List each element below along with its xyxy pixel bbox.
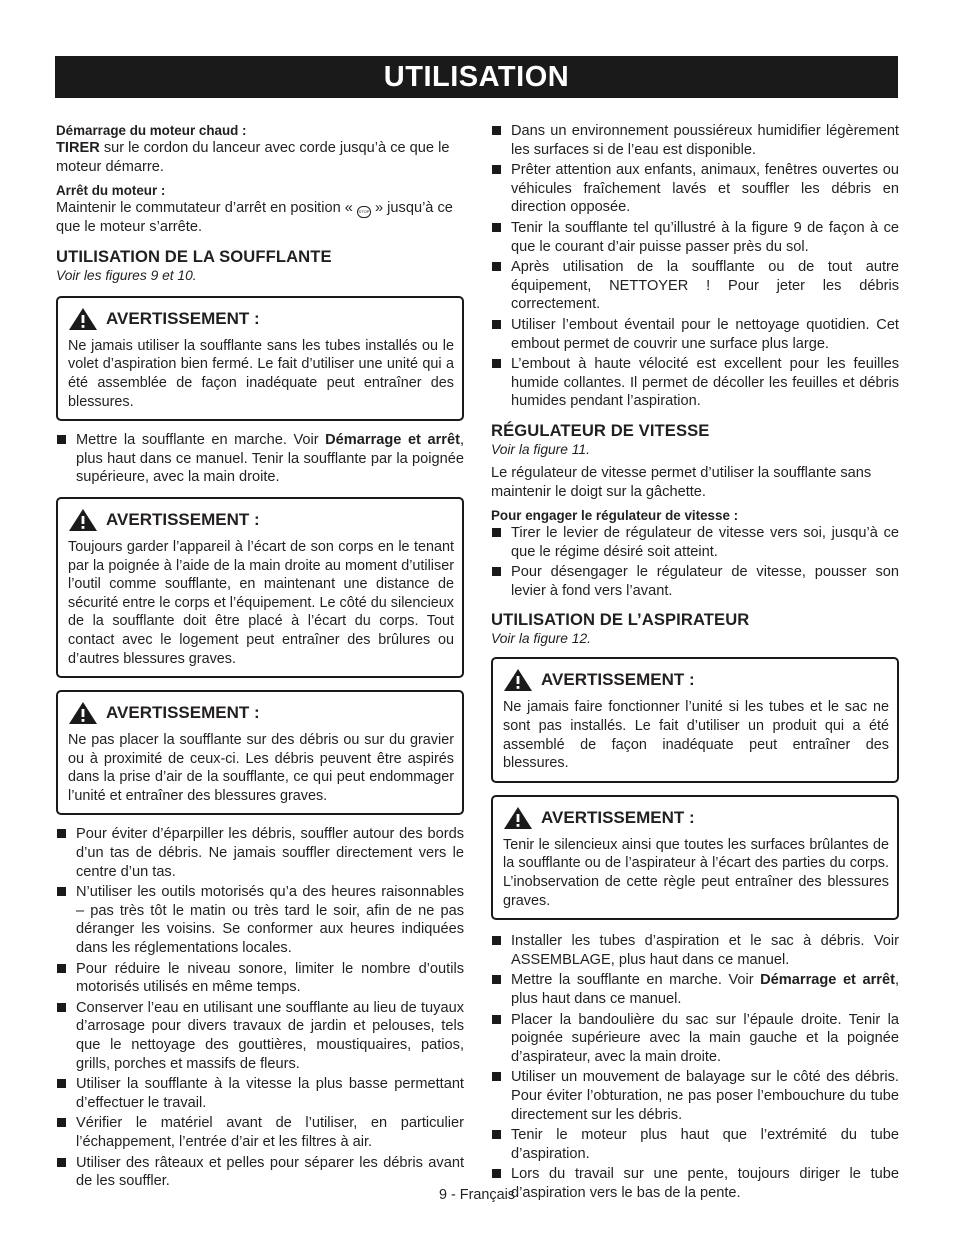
square-bullet-icon xyxy=(492,262,501,271)
bullet-text: Lors du travail sur une pente, toujours diriger le tube d’aspiration vers le bas de la pente. xyxy=(511,1166,899,1201)
square-bullet-icon xyxy=(492,936,501,945)
bullet-text: Pour éviter d’éparpiller les débris, souffler autour des bords d’un tas de débris. Ne jamais souffler directement vers le centre d’un tas. xyxy=(76,826,464,880)
warning-title: AVERTISSEMENT : xyxy=(106,509,260,529)
square-bullet-icon xyxy=(57,1079,66,1088)
stop-paragraph xyxy=(56,199,464,237)
list-item xyxy=(56,999,464,1073)
bullet-text: Utiliser l’embout éventail pour le nettoyage quotidien. Cet embout permet de couvrir une surface plus large. xyxy=(511,316,899,352)
square-bullet-icon xyxy=(57,1118,66,1127)
warning-box-2 xyxy=(56,497,464,678)
hot-start-paragraph xyxy=(56,139,464,176)
bullet-text: Tenir la soufflante tel qu’illustré à la figure 9 de façon à ce que le courant d’air puisse passer près du sol. xyxy=(511,219,899,255)
bullet-text: Utiliser des râteaux et pelles pour séparer les débris avant de les souffler. xyxy=(76,1154,464,1190)
list-item xyxy=(491,161,899,217)
warning-text: Tenir le silencieux ainsi que toutes les surfaces brûlantes de la soufflante ou de l’aspirateur à l’écart des parties du corps. L’inobservation de cette règle peut entraîner des blessures graves. xyxy=(503,836,889,909)
list-item xyxy=(56,883,464,957)
square-bullet-icon xyxy=(57,964,66,973)
square-bullet-icon xyxy=(57,435,66,444)
hot-start-bold: TIRER xyxy=(56,140,100,156)
square-bullet-icon xyxy=(57,1003,66,1012)
warning-box-5 xyxy=(491,795,899,920)
speed-engage-title: Pour engager le régulateur de vitesse : xyxy=(491,508,739,524)
list-item xyxy=(491,1011,899,1067)
list-item xyxy=(491,1126,899,1163)
warning-text: Toujours garder l’appareil à l’écart de son corps en le tenant par la poignée à l’aide de la main droite au moment d’utiliser l’outil comme soufflante, en maintenant une distance de sécurité entre le corps et l’équipement. Le côté du silencieux de la soufflante doit être placé à l’écart du corps. Tout contact avec le logement peut entraîner des brûlures ou d’autres blessures graves. xyxy=(68,538,454,667)
bullet-text: Installer les tubes d’aspiration et le sac à débris. Voir ASSEMBLAGE, plus haut dans ce manuel. xyxy=(511,933,899,968)
speed-text: Le régulateur de vitesse permet d’utiliser la soufflante sans maintenir le doigt sur la gâchette. xyxy=(491,464,872,500)
square-bullet-icon xyxy=(492,1072,501,1081)
list-item xyxy=(56,431,464,487)
hot-start-title: Démarrage du moteur chaud : xyxy=(56,123,247,138)
list-item xyxy=(56,960,464,997)
square-bullet-icon xyxy=(492,1130,501,1139)
stop-title: Arrêt du moteur : xyxy=(56,183,166,199)
bullet-text: , plus haut dans ce manuel. Tenir la soufflante par la poignée supérieure, avec la main droite. xyxy=(76,432,464,486)
bullet-text: Placer la bandoulière du sac sur l’épaule droite. Tenir la poignée supérieure avec la main gauche et la poignée d’aspirateur, avec la main droite. xyxy=(511,1011,899,1065)
page-number: 9 - Français xyxy=(439,1187,515,1203)
list-item xyxy=(56,1114,464,1151)
blower-see: Voir les figures 9 et 10. xyxy=(56,267,197,283)
square-bullet-icon xyxy=(492,165,501,174)
stop-text-b: » jusqu’à ce que le moteur s’arrête. xyxy=(56,200,453,236)
warning-triangle-icon xyxy=(68,508,98,532)
right-column xyxy=(491,122,899,1205)
warning-box-1 xyxy=(56,296,464,421)
bullet-bold: Démarrage et arrêt xyxy=(760,972,895,989)
square-bullet-icon xyxy=(492,126,501,135)
list-item xyxy=(491,219,899,256)
left-column xyxy=(56,122,464,1193)
vacuum-see: Voir la figure 12. xyxy=(491,631,591,647)
bullet-text: Conserver l’eau en utilisant une soufflante au lieu de tuyaux d’arrosage pour divers travaux de jardin et pelouses, tels que le nettoyage des gouttières, moustiquaires, patios, grills, porches et massifs de fleurs. xyxy=(76,999,464,1072)
bullet-text: Après utilisation de la soufflante ou de tout autre équipement, NETTOYER ! Pour jeter les débris correctement. xyxy=(511,259,899,313)
list-item xyxy=(491,122,899,159)
speed-heading: RÉGULATEUR DE VITESSE xyxy=(491,420,710,440)
warning-text: Ne jamais faire fonctionner l’unité si les tubes et le sac ne sont pas installés. Le fait d’utiliser un produit qui a été assemblé de façon inadéquate peut entraîner des blessures. xyxy=(503,699,889,772)
square-bullet-icon xyxy=(492,528,501,537)
list-item xyxy=(491,316,899,353)
bullet-text: Mettre la soufflante en marche. Voir xyxy=(76,432,326,449)
warning-title: AVERTISSEMENT : xyxy=(106,703,260,723)
warning-text: Ne jamais utiliser la soufflante sans les tubes installés ou le volet d’aspiration bien fermé. Le fait d’utiliser une unité qui a été assemblée de façon inadéquate peut entraîner des blessures. xyxy=(68,337,454,410)
list-item xyxy=(56,825,464,881)
warning-triangle-icon xyxy=(503,668,533,692)
square-bullet-icon xyxy=(57,829,66,838)
list-item xyxy=(491,563,899,600)
square-bullet-icon xyxy=(57,1158,66,1167)
warning-title: AVERTISSEMENT : xyxy=(541,807,695,827)
warning-triangle-icon xyxy=(68,701,98,725)
square-bullet-icon xyxy=(492,223,501,232)
list-item xyxy=(491,355,899,411)
square-bullet-icon xyxy=(492,975,501,984)
blower-heading: UTILISATION DE LA SOUFFLANTE xyxy=(56,246,332,266)
bullet-text: Tenir le moteur plus haut que l’extrémité du tube d’aspiration. xyxy=(511,1127,899,1162)
warning-box-3 xyxy=(56,690,464,815)
bullet-text: Tirer le levier de régulateur de vitesse vers soi, jusqu’à ce que le régime désiré soit atteint. xyxy=(511,525,899,560)
page-title: UTILISATION xyxy=(55,56,898,98)
list-item xyxy=(56,1075,464,1112)
square-bullet-icon xyxy=(492,359,501,368)
bullet-text: Mettre la soufflante en marche. Voir xyxy=(511,972,761,989)
bullet-bold: Démarrage et arrêt xyxy=(325,432,460,449)
square-bullet-icon xyxy=(492,1015,501,1024)
vacuum-heading: UTILISATION DE L’ASPIRATEUR xyxy=(491,610,750,630)
run-bullet-list xyxy=(56,431,464,487)
warning-text: Ne pas placer la soufflante sur des débris ou sur du gravier ou à proximité de ceux-ci. Les débris peuvent être aspirés dans la prise d’air de la soufflante, ce qui peut endommager l’unité et entraîner des blessures graves. xyxy=(68,732,454,804)
warning-box-4 xyxy=(491,657,899,782)
top-bullet-list xyxy=(491,122,899,411)
bullet-text: N’utiliser les outils motorisés qu’a des heures raisonnables – pas très tôt le matin ou très tard le soir, afin de ne pas déranger les voisins. Se conformer aux heures indiquées dans les réglementations locales. xyxy=(76,884,464,957)
bullet-text: Utiliser la soufflante à la vitesse la plus basse permettant d’effectuer le travail. xyxy=(76,1076,464,1111)
bullet-text: Utiliser un mouvement de balayage sur le côté des débris. Pour éviter l’obturation, ne pas poser l’embouchure du tube directement sur les débris. xyxy=(511,1069,899,1123)
bullet-text: , plus haut dans ce manuel. xyxy=(511,972,899,1007)
list-item xyxy=(491,1068,899,1124)
square-bullet-icon xyxy=(57,887,66,896)
warning-title: AVERTISSEMENT : xyxy=(106,308,260,328)
bullet-text: Prêter attention aux enfants, animaux, fenêtres ouvertes ou véhicules fraîchement lavés et souffler les débris en direction opposée. xyxy=(511,162,899,216)
warning-triangle-icon xyxy=(68,307,98,331)
speed-see: Voir la figure 11. xyxy=(491,441,590,457)
warning-title: AVERTISSEMENT : xyxy=(541,670,695,690)
stop-text-a: Maintenir le commutateur d’arrêt en position « xyxy=(56,200,357,217)
warning-triangle-icon xyxy=(503,806,533,830)
blower-bullet-list xyxy=(56,825,464,1190)
square-bullet-icon xyxy=(492,1169,501,1178)
square-bullet-icon xyxy=(492,320,501,329)
vacuum-bullet-list xyxy=(491,932,899,1202)
bullet-text: Pour réduire le niveau sonore, limiter le nombre d’outils motorisés utilisés en même temps. xyxy=(76,960,464,996)
list-item xyxy=(491,258,899,314)
bullet-text: Dans un environnement poussiéreux humidifier légèrement les surfaces si de l’eau est disponible. xyxy=(511,123,899,158)
list-item xyxy=(56,1154,464,1191)
list-item xyxy=(491,932,899,969)
bullet-text: Pour désengager le régulateur de vitesse, pousser son levier à fond vers l’avant. xyxy=(511,564,899,599)
bullet-text: L’embout à haute vélocité est excellent pour les feuilles humide collantes. Il permet de décoller les feuilles et débris humides pendant l’aspiration. xyxy=(511,356,899,410)
speed-bullet-list xyxy=(491,524,899,600)
square-bullet-icon xyxy=(492,567,501,576)
list-item xyxy=(491,524,899,561)
hot-start-text: sur le cordon du lanceur avec corde jusqu’à ce que le moteur démarre. xyxy=(56,140,450,175)
bullet-text: Vérifier le matériel avant de l’utiliser, en particulier l’échappement, l’entrée d’air et les filtres à air. xyxy=(76,1115,464,1150)
stop-switch-icon: STOP xyxy=(357,206,371,218)
list-item xyxy=(491,971,899,1008)
